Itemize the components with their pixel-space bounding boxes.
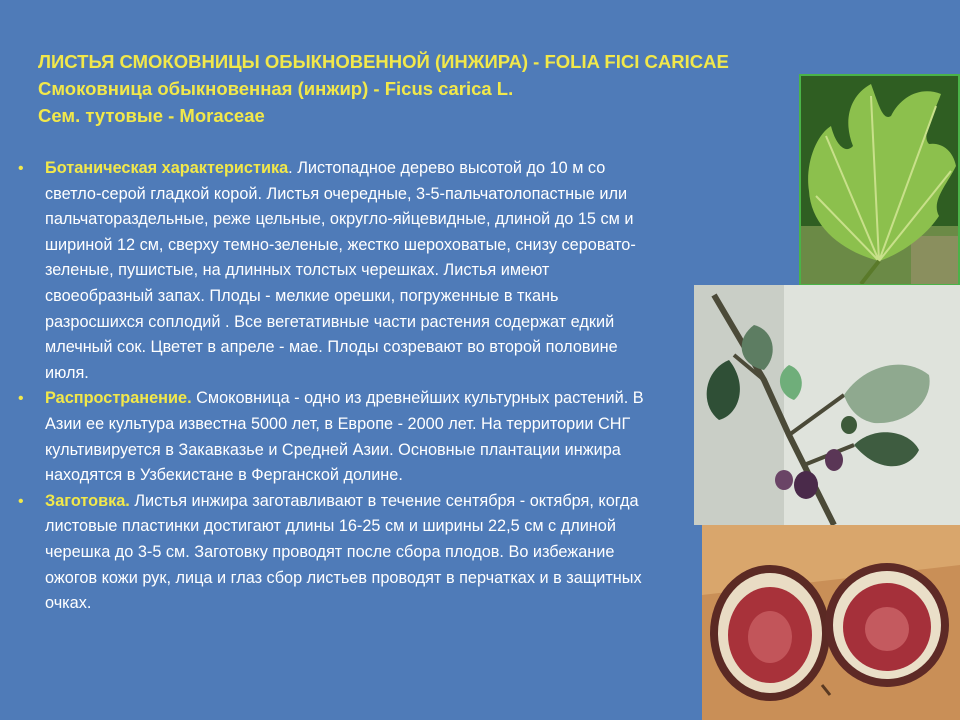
bullet-text [45,489,648,617]
bullet-body: Листья инжира заготавливают в течение сентября - октября, когда листовые пластинки достигают длины 16-25 см и ширины 22,5 см с длиной черешка до 3-5 см. Заготовку проводят после сбора плодов. Во избежание ожогов кожи рук, лица и глаз сбор листьев проводят в перчатках и в защитных очках. [45,491,642,613]
slide-subtitle-species: Смоковница обыкновенная (инжир) - Ficus carica L. [38,78,514,99]
fig-leaf-photo [799,74,960,286]
bullet-lead: Распространение. [45,389,192,408]
fig-fruit-photo [702,525,960,720]
bullet-harvesting [18,489,648,617]
slide-title-block [38,48,798,129]
bullet-lead: Заготовка. [45,491,130,510]
slide-title: ЛИСТЬЯ СМОКОВНИЦЫ ОБЫКНОВЕННОЙ (ИНЖИРА) - FOLIA FICI CARICAE [38,51,729,72]
bullet-distribution [18,386,648,488]
bullet-text [45,386,648,488]
fig-branch-photo [694,285,960,525]
bullet-body: Листопадное дерево высотой до 10 м со светло-серой гладкой корой. Листья очередные, 3-5-пальчатолопастные или пальчатораздельные, реже цельные, округло-яйцевидные, длиной до 15 см и шириной 12 см, сверху темно-зеленые, жестко шероховатые, снизу серовато-зеленые, пушистые, на длинных толстых черешках. Листья имеют своеобразный запах. Плоды - мелкие орешки, погруженные в ткань разросшихся соплодий . Все вегетативные части растения содержат едкий млечный сок. Цветет в апреле - мае. Плоды созревают во второй половине июля. [45,159,636,382]
bullet-text: Ботаническая характеристика. Листопадное дерево высотой до 10 м со светло-серой гладкой корой. Листья очередные, 3-5-пальчатолопастные или пальчатораздельные, реже цельные, округло-яйцевидные, длиной до 15 см и шириной 12 см, сверху темно-зеленые, жестко шероховатые, снизу серовато-зеленые, пушистые, на длинных толстых черешках. Листья имеют своеобразный запах. Плоды - мелкие орешки, погруженные в ткань разросшихся соплодий . Все вегетативные части растения содержат едкий млечный сок. Цветет в апреле - мае. Плоды созревают во второй половине июля. [45,159,636,382]
bullet-lead: Ботаническая характеристика [45,159,289,177]
bullet-icon: • [18,160,24,177]
bullet-botanical [18,156,648,386]
bullet-icon: • [18,390,24,408]
bullet-body: Смоковница - одно из древнейших культурных растений. В Азии ее культура известна 5000 лет, в Европе - 2000 лет. На территории СНГ культивируется в Закавказье и Средней Азии. Основные плантации инжира находятся в Узбекистане в Ферганской долине. [45,389,644,485]
bullet-icon: • [18,492,24,510]
slide-subtitle-family: Сем. тутовые - Moraceae [38,105,265,126]
bullet-list [18,156,648,617]
